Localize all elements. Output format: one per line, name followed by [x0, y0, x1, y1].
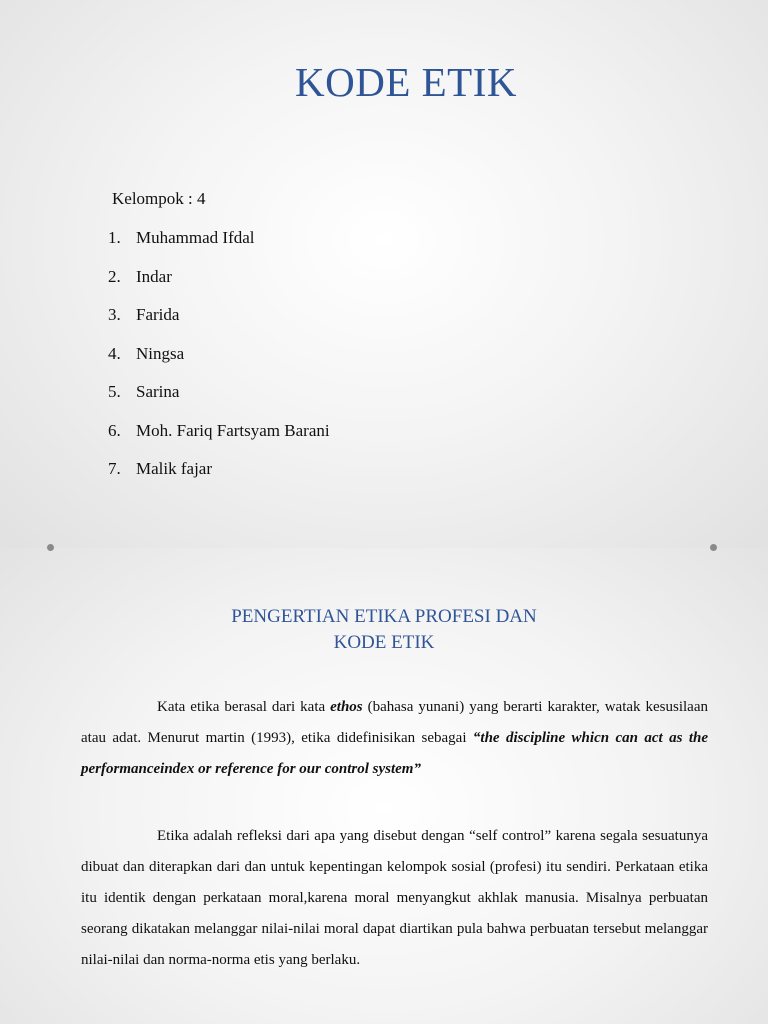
ethos-term: ethos — [330, 699, 363, 715]
list-item — [108, 267, 330, 306]
quoted-definition: “the discipline whicn can act as the performanceindex or reference for our control system” — [81, 730, 708, 777]
list-number: 3. — [108, 305, 121, 324]
slide-title: KODE ETIK — [295, 59, 517, 105]
member-name: Farida — [136, 305, 180, 324]
member-name: Sarina — [136, 382, 180, 401]
member-list — [108, 228, 330, 498]
list-item — [108, 421, 330, 460]
slide-divider-dot-left — [47, 544, 54, 551]
list-item — [108, 382, 330, 421]
list-item — [108, 228, 330, 267]
group-label: Kelompok : 4 — [112, 189, 206, 208]
list-number: 5. — [108, 382, 121, 401]
list-number: 4. — [108, 343, 121, 363]
list-number: 2. — [108, 266, 121, 286]
member-name: Muhammad Ifdal — [136, 228, 255, 247]
member-name: Moh. Fariq Fartsyam Barani — [136, 420, 330, 440]
list-item — [108, 305, 330, 344]
paragraph-text: Etika adalah refleksi dari apa yang disebut dengan “self control” karena segala sesuatunya dibuat dan diterapkan dari dan untuk kepentingan kelompok sosial (profesi) itu sendiri. Perkataan etika itu identik dengan perkataan moral,karena moral menyangkut akhlak manusia. Misalnya perbuatan seorang dikatakan melanggar nilai-nilai moral dapat diartikan pula bahwa perbuatan tersebut melanggar nilai-nilai dan norma-norma etis yang berlaku. — [81, 828, 708, 968]
paragraph-text: (bahasa yunani) yang berarti karakter, watak kesusilaan atau adat. Menurut martin (1993), etika didefinisikan sebagai — [81, 699, 708, 746]
member-name: Ningsa — [136, 343, 185, 363]
paragraph-self-control — [81, 821, 708, 976]
member-name: Indar — [136, 266, 172, 286]
section-title-line-2: KODE ETIK — [333, 632, 435, 653]
list-number: 1. — [108, 228, 121, 247]
list-item — [108, 344, 330, 383]
list-item — [108, 459, 330, 498]
section-title-line-1: PENGERTIAN ETIKA PROFESI DAN — [231, 606, 537, 627]
list-number: 6. — [108, 420, 121, 440]
paragraph-text: Kata etika berasal dari kata — [157, 699, 331, 715]
section-title — [0, 604, 768, 656]
list-number: 7. — [108, 459, 121, 478]
slide-divider-dot-right — [710, 544, 717, 551]
member-name: Malik fajar — [136, 459, 212, 478]
paragraph-definition — [81, 692, 708, 785]
